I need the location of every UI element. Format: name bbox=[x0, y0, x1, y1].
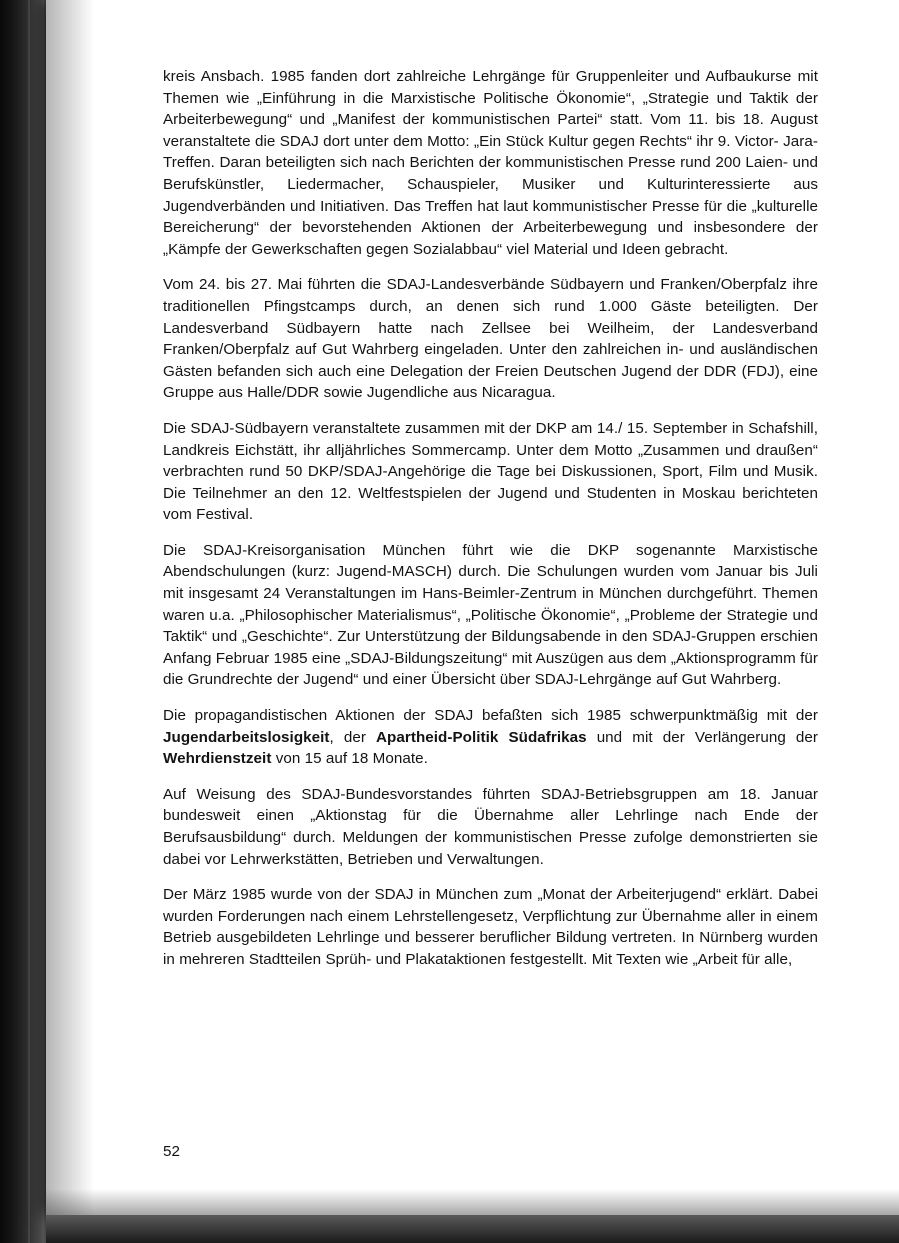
page-gutter-shading bbox=[46, 0, 94, 1215]
page-bottom-edge bbox=[46, 1215, 899, 1243]
text-run: von 15 auf 18 Monate. bbox=[271, 750, 428, 768]
page-bottom-shading bbox=[46, 1189, 899, 1215]
emphasis-run: Wehrdienstzeit bbox=[163, 750, 272, 768]
body-text-column bbox=[163, 66, 818, 985]
paragraph: Auf Weisung des SDAJ-Bundesvorstandes führten SDAJ-Betriebsgruppen am 18. Januar bundesweit einen „Aktionstag für die Übernahme aller Lehrlinge nach Ende der Berufsausbildung“ durch. Meldungen der kommunistischen Presse zufolge demonstrierten sie dabei vor Lehrwerkstätten, Betrieben und Verwaltungen. bbox=[163, 785, 818, 868]
text-run: und mit der Verlängerung der bbox=[586, 728, 818, 746]
paragraph: kreis Ansbach. 1985 fanden dort zahlreiche Lehrgänge für Gruppenleiter und Aufbaukurse mit Themen wie „Einführung in die Marxistische Politische Ökonomie“, „Strategie und Taktik der Arbeiterbewegung“ und „Manifest der kommunistischen Partei“ statt. Vom 11. bis 18. August veranstaltete die SDAJ dort unter dem Motto: „Ein Stück Kultur gegen Rechts“ ihr 9. Victor- Jara-Treffen. Daran beteiligten sich nach Berichten der kommunistischen Presse rund 200 Laien- und Berufskünstler, Liedermacher, Schauspieler, Musiker und Kulturinteressierte aus Jugendverbänden und Initiativen. Das Treffen hat laut kommunistischer Presse für die „kulturelle Bereicherung“ der bevorstehenden Aktionen der Arbeiterbewegung und insbesondere der „Kämpfe der Gewerkschaften gegen Sozialabbau“ viel Material und Ideen gebracht. bbox=[163, 68, 818, 258]
emphasis-run: Jugendarbeitslosigkeit bbox=[163, 728, 330, 746]
paragraph-with-emphasis bbox=[163, 705, 818, 770]
paragraph: Die SDAJ-Kreisorganisation München führt wie die DKP sogenannte Marxistische Abendschulungen (kurz: Jugend-MASCH) durch. Die Schulungen wurden vom Januar bis Juli mit insgesamt 24 Veranstaltungen im Hans-Beimler-Zentrum in München durchgeführt. Themen waren u.a. „Philosophischer Materialismus“, „Politische Ökonomie“, „Probleme der Strategie und Taktik“ und „Geschichte“. Zur Unterstützung der Bildungsabende in den SDAJ-Gruppen erschien Anfang Februar 1985 eine „SDAJ-Bildungszeitung“ mit Auszügen aus dem „Aktionsprogramm für die Grundrechte der Jugend“ und einer Übersicht über SDAJ-Lehrgänge auf Gut Wahrberg. bbox=[163, 541, 818, 689]
paragraph: Der März 1985 wurde von der SDAJ in München zum „Monat der Arbeiterjugend“ erklärt. Dabei wurden Forderungen nach einem Lehrstellengesetz, Verpflichtung zur Übernahme aller in einem Betrieb ausgebildeten Lehrlinge und besserer beruflicher Bildung vertreten. In Nürnberg wurden in mehreren Stadtteilen Sprüh- und Plakataktionen festgestellt. Mit Texten wie „Arbeit für alle, bbox=[163, 886, 818, 968]
paragraph: Vom 24. bis 27. Mai führten die SDAJ-Landesverbände Südbayern und Franken/Oberpfalz ihre traditionellen Pfingstcamps durch, an denen sich rund 1.000 Gäste beteiligten. Der Landesverband Südbayern hatte nach Zellsee bei Weilheim, der Landesverband Franken/Oberpfalz auf Gut Wahrberg eingeladen. Unter den zahlreichen in- und ausländischen Gästen befanden sich auch eine Delegation der Freien Deutschen Jugend der DDR (FDJ), eine Gruppe aus Halle/DDR sowie Jugendliche aus Nicaragua. bbox=[163, 276, 818, 402]
paragraph: Die SDAJ-Südbayern veranstaltete zusammen mit der DKP am 14./ 15. September in Schafshill, Landkreis Eichstätt, ihr alljährliches Sommercamp. Unter dem Motto „Zusammen und draußen“ verbrachten rund 50 DKP/SDAJ-Angehörige die Tage bei Diskussionen, Sport, Film und Musik. Die Teilnehmer an den 12. Weltfestspielen der Jugend und Studenten in Moskau berichteten vom Festival. bbox=[163, 419, 818, 524]
text-run: Die propagandistischen Aktionen der SDAJ befaßten sich 1985 schwerpunktmäßig mit der bbox=[163, 707, 818, 725]
page-sheet bbox=[46, 0, 899, 1215]
text-run: , der bbox=[329, 728, 377, 746]
page-number: 52 bbox=[163, 1143, 180, 1160]
emphasis-run: Apartheid-Politik Südafrikas bbox=[376, 728, 587, 746]
